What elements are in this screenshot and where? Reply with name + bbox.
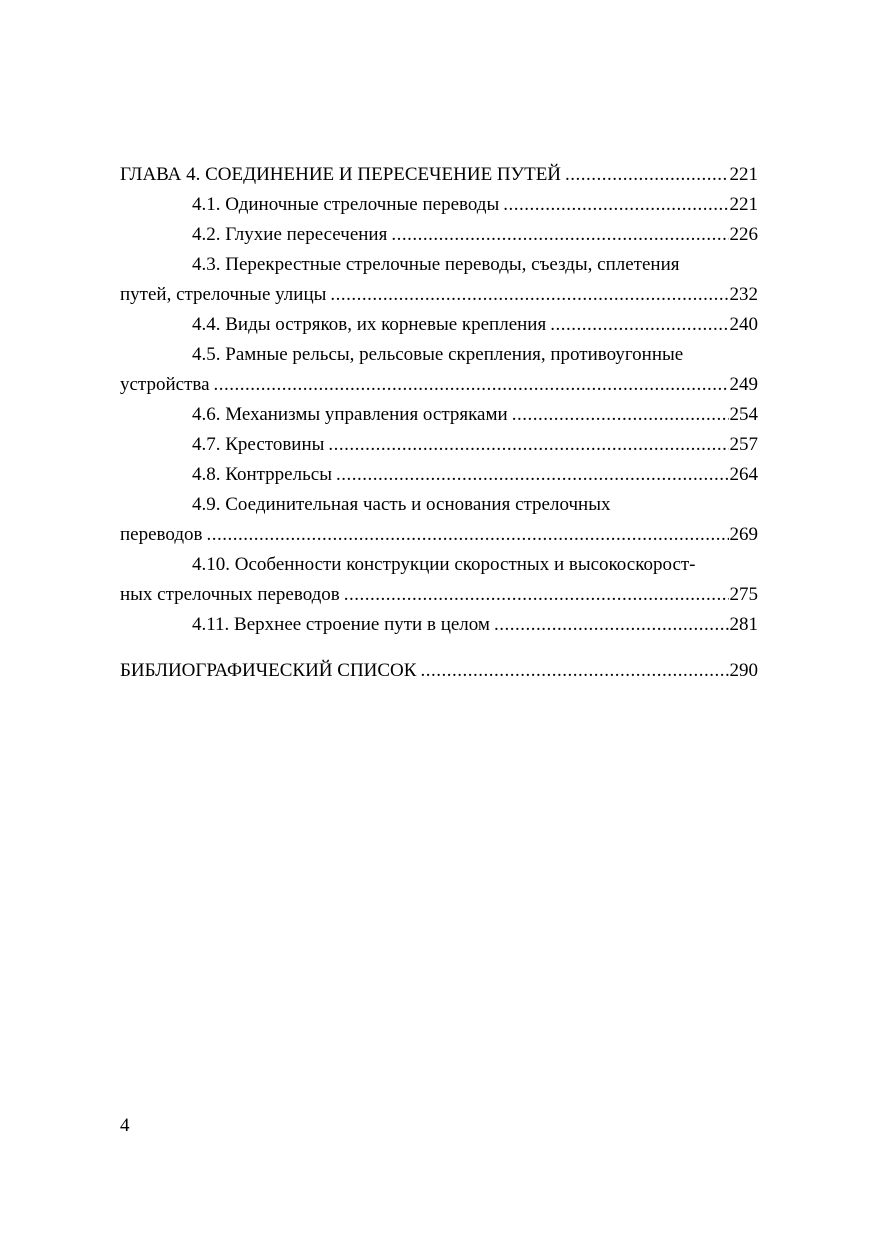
toc-entry-title: 4.4. Виды остряков, их корневые крепления — [192, 314, 547, 335]
toc-entry-4-10[interactable] — [120, 550, 758, 610]
toc-page-number: 221 — [729, 194, 758, 215]
toc-chapter-title: ГЛАВА 4. СОЕДИНЕНИЕ И ПЕРЕСЕЧЕНИЕ ПУТЕЙ — [120, 164, 562, 185]
table-of-contents — [120, 160, 758, 686]
leader-dots — [512, 400, 729, 430]
leader-dots — [565, 160, 728, 190]
toc-entry-title-line1: 4.9. Соединительная часть и основания стрелочных — [192, 494, 611, 515]
leader-dots — [420, 656, 728, 686]
leader-dots — [550, 310, 728, 340]
toc-page-number: 269 — [729, 524, 758, 545]
toc-entry-4-8[interactable] — [192, 460, 758, 490]
toc-page-number: 221 — [729, 164, 758, 185]
section-gap — [120, 640, 758, 656]
toc-entry-title: 4.8. Контррельсы — [192, 464, 332, 485]
toc-page-number: 254 — [729, 404, 758, 425]
toc-entry-4-1[interactable] — [192, 190, 758, 220]
toc-entry-4-5[interactable] — [120, 340, 758, 400]
leader-dots — [344, 580, 729, 610]
leader-dots — [391, 220, 728, 250]
toc-page-number: 281 — [729, 614, 758, 635]
leader-dots — [214, 370, 729, 400]
leader-dots — [336, 460, 729, 490]
toc-page-number: 226 — [729, 224, 758, 245]
toc-page-number: 232 — [729, 284, 758, 305]
leader-dots — [330, 280, 728, 310]
toc-entry-title: устройства — [120, 374, 210, 395]
leader-dots — [494, 610, 729, 640]
toc-entry-title: 4.2. Глухие пересечения — [192, 224, 388, 245]
toc-entry-title: 4.1. Одиночные стрелочные переводы — [192, 194, 500, 215]
toc-page-number: 257 — [729, 434, 758, 455]
toc-page-number: 264 — [729, 464, 758, 485]
toc-entry-title: ных стрелочных переводов — [120, 584, 340, 605]
toc-page-number: 275 — [729, 584, 758, 605]
toc-page-number: 249 — [729, 374, 758, 395]
page-number: 4 — [120, 1115, 130, 1136]
leader-dots — [328, 430, 728, 460]
toc-entry-title: переводов — [120, 524, 203, 545]
toc-entry-title: путей, стрелочные улицы — [120, 284, 327, 305]
toc-entry-4-2[interactable] — [192, 220, 758, 250]
toc-entry-4-11[interactable] — [192, 610, 758, 640]
toc-entry-title-line1: 4.3. Перекрестные стрелочные переводы, съезды, сплетения — [192, 254, 680, 275]
toc-entry-title-line1: 4.5. Рамные рельсы, рельсовые скрепления, противоугонные — [192, 344, 684, 365]
toc-entry-title-line1: 4.10. Особенности конструкции скоростных и высокоскорост- — [192, 554, 696, 575]
toc-page-number: 290 — [729, 660, 758, 681]
toc-entry-4-9[interactable] — [120, 490, 758, 550]
toc-entry-4-7[interactable] — [192, 430, 758, 460]
leader-dots — [206, 520, 728, 550]
toc-entry-4-6[interactable] — [192, 400, 758, 430]
toc-entry-4-3[interactable] — [120, 250, 758, 310]
toc-entry-title: 4.7. Крестовины — [192, 434, 325, 455]
leader-dots — [503, 190, 728, 220]
toc-entry-title: 4.11. Верхнее строение пути в целом — [192, 614, 490, 635]
toc-entry-4-4[interactable] — [192, 310, 758, 340]
toc-page-number: 240 — [729, 314, 758, 335]
toc-entry-title: 4.6. Механизмы управления остряками — [192, 404, 508, 425]
toc-chapter-4[interactable] — [120, 160, 758, 190]
toc-bibliography[interactable] — [120, 656, 758, 686]
toc-bibliography-title: БИБЛИОГРАФИЧЕСКИЙ СПИСОК — [120, 660, 417, 681]
